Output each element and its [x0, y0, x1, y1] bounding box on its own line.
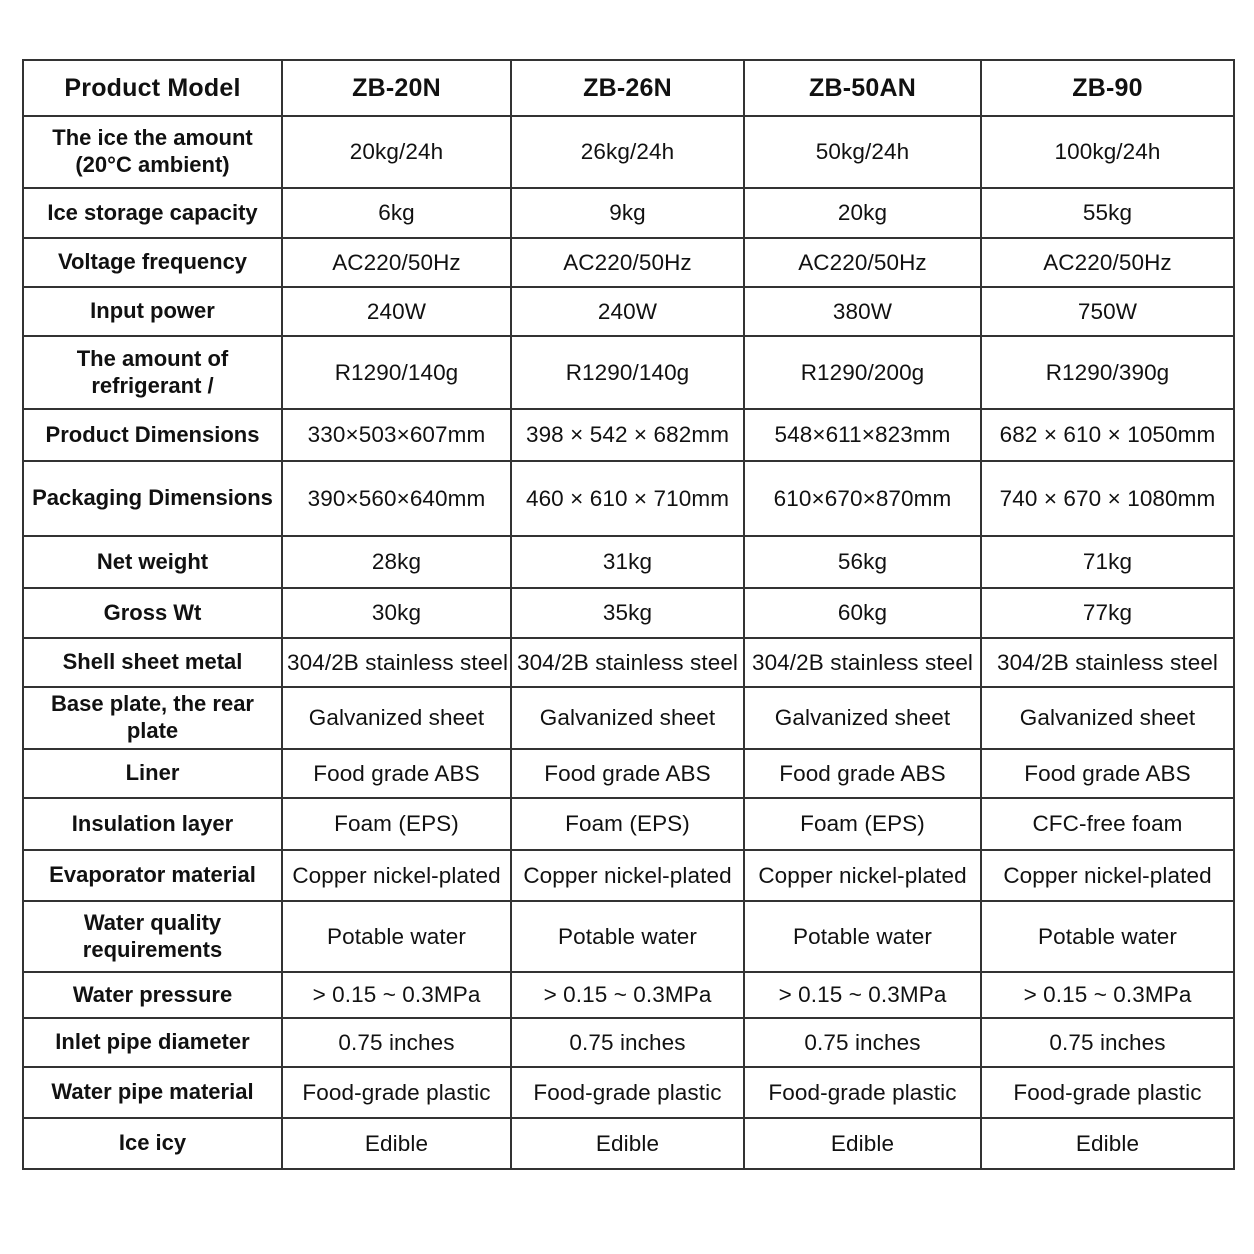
table-cell: Potable water — [981, 901, 1234, 972]
table-cell: 0.75 inches — [282, 1018, 511, 1067]
table-row — [23, 409, 1234, 461]
table-row — [23, 850, 1234, 901]
table-cell: 30kg — [282, 588, 511, 638]
table-cell: 740 × 670 × 1080mm — [981, 461, 1234, 536]
table-cell: 20kg/24h — [282, 116, 511, 188]
table-cell: 750W — [981, 287, 1234, 336]
table-cell: 9kg — [511, 188, 744, 238]
table-cell: Food-grade plastic — [744, 1067, 981, 1118]
table-cell: 0.75 inches — [981, 1018, 1234, 1067]
table-cell: 548×611×823mm — [744, 409, 981, 461]
table-cell: > 0.15 ~ 0.3MPa — [744, 972, 981, 1018]
table-cell: 304/2B stainless steel — [744, 638, 981, 687]
table-cell: Galvanized sheet — [511, 687, 744, 749]
row-label: Water pipe material — [23, 1067, 282, 1118]
table-cell: 35kg — [511, 588, 744, 638]
table-cell: 77kg — [981, 588, 1234, 638]
table-cell: > 0.15 ~ 0.3MPa — [511, 972, 744, 1018]
table-cell: Food grade ABS — [981, 749, 1234, 798]
table-row — [23, 116, 1234, 188]
table-cell: 330×503×607mm — [282, 409, 511, 461]
table-cell: Copper nickel-plated — [282, 850, 511, 901]
table-cell: Food-grade plastic — [282, 1067, 511, 1118]
table-cell: R1290/200g — [744, 336, 981, 409]
table-row — [23, 1018, 1234, 1067]
table-row — [23, 238, 1234, 287]
header-model-zb-20n: ZB-20N — [282, 60, 511, 116]
table-cell: 398 × 542 × 682mm — [511, 409, 744, 461]
table-cell: 31kg — [511, 536, 744, 588]
row-label: Water quality requirements — [23, 901, 282, 972]
table-cell: 71kg — [981, 536, 1234, 588]
table-cell: 20kg — [744, 188, 981, 238]
table-cell: Food grade ABS — [282, 749, 511, 798]
table-row — [23, 336, 1234, 409]
table-cell: Copper nickel-plated — [981, 850, 1234, 901]
table-cell: 610×670×870mm — [744, 461, 981, 536]
table-cell: 240W — [282, 287, 511, 336]
table-cell: Galvanized sheet — [981, 687, 1234, 749]
table-cell: Edible — [282, 1118, 511, 1169]
table-cell: R1290/140g — [511, 336, 744, 409]
header-row — [23, 60, 1234, 116]
table-row — [23, 1067, 1234, 1118]
table-row — [23, 287, 1234, 336]
table-row — [23, 749, 1234, 798]
header-model-zb-50an: ZB-50AN — [744, 60, 981, 116]
table-cell: Food-grade plastic — [981, 1067, 1234, 1118]
table-cell: AC220/50Hz — [981, 238, 1234, 287]
row-label: Voltage frequency — [23, 238, 282, 287]
table-cell: Potable water — [744, 901, 981, 972]
table-cell: > 0.15 ~ 0.3MPa — [981, 972, 1234, 1018]
row-label: Ice icy — [23, 1118, 282, 1169]
table-cell: Food grade ABS — [511, 749, 744, 798]
table-cell: Foam (EPS) — [282, 798, 511, 850]
row-label: Product Dimensions — [23, 409, 282, 461]
table-cell: 55kg — [981, 188, 1234, 238]
table-cell: Edible — [511, 1118, 744, 1169]
spec-table — [22, 59, 1235, 1170]
table-cell: 0.75 inches — [511, 1018, 744, 1067]
table-row — [23, 536, 1234, 588]
table-row — [23, 798, 1234, 850]
table-cell: 682 × 610 × 1050mm — [981, 409, 1234, 461]
table-cell: CFC-free foam — [981, 798, 1234, 850]
table-cell: 304/2B stainless steel — [981, 638, 1234, 687]
table-cell: AC220/50Hz — [744, 238, 981, 287]
row-label: Liner — [23, 749, 282, 798]
table-row — [23, 188, 1234, 238]
table-cell: Food-grade plastic — [511, 1067, 744, 1118]
row-label: Ice storage capacity — [23, 188, 282, 238]
table-cell: R1290/140g — [282, 336, 511, 409]
table-cell: 60kg — [744, 588, 981, 638]
row-label: The ice the amount (20°C ambient) — [23, 116, 282, 188]
table-row — [23, 461, 1234, 536]
table-cell: Copper nickel-plated — [744, 850, 981, 901]
table-cell: Potable water — [511, 901, 744, 972]
table-cell: 6kg — [282, 188, 511, 238]
table-cell: Edible — [744, 1118, 981, 1169]
table-cell: 304/2B stainless steel — [511, 638, 744, 687]
table-cell: 0.75 inches — [744, 1018, 981, 1067]
row-label: Evaporator material — [23, 850, 282, 901]
table-cell: 26kg/24h — [511, 116, 744, 188]
table-row — [23, 687, 1234, 749]
row-label: Gross Wt — [23, 588, 282, 638]
table-cell: AC220/50Hz — [282, 238, 511, 287]
table-cell: Food grade ABS — [744, 749, 981, 798]
table-row — [23, 638, 1234, 687]
table-cell: 240W — [511, 287, 744, 336]
table-cell: R1290/390g — [981, 336, 1234, 409]
table-cell: Galvanized sheet — [282, 687, 511, 749]
row-label: Packaging Dimensions — [23, 461, 282, 536]
table-cell: Edible — [981, 1118, 1234, 1169]
table-cell: 50kg/24h — [744, 116, 981, 188]
table-cell: Foam (EPS) — [511, 798, 744, 850]
table-cell: 460 × 610 × 710mm — [511, 461, 744, 536]
table-cell: 56kg — [744, 536, 981, 588]
row-label: Water pressure — [23, 972, 282, 1018]
row-label: Insulation layer — [23, 798, 282, 850]
row-label: Shell sheet metal — [23, 638, 282, 687]
table-row — [23, 972, 1234, 1018]
table-cell: Foam (EPS) — [744, 798, 981, 850]
table-cell: Potable water — [282, 901, 511, 972]
row-label: The amount of refrigerant / — [23, 336, 282, 409]
spec-table-container — [22, 59, 1233, 1168]
table-cell: Copper nickel-plated — [511, 850, 744, 901]
table-cell: 28kg — [282, 536, 511, 588]
row-label: Net weight — [23, 536, 282, 588]
table-cell: 380W — [744, 287, 981, 336]
row-label: Base plate, the rear plate — [23, 687, 282, 749]
table-row — [23, 901, 1234, 972]
table-row — [23, 1118, 1234, 1169]
table-cell: 304/2B stainless steel — [282, 638, 511, 687]
row-label: Inlet pipe diameter — [23, 1018, 282, 1067]
table-cell: Galvanized sheet — [744, 687, 981, 749]
table-cell: AC220/50Hz — [511, 238, 744, 287]
header-model-zb-26n: ZB-26N — [511, 60, 744, 116]
table-cell: 390×560×640mm — [282, 461, 511, 536]
table-row — [23, 588, 1234, 638]
row-label: Input power — [23, 287, 282, 336]
header-model-zb-90: ZB-90 — [981, 60, 1234, 116]
header-product-model: Product Model — [23, 60, 282, 116]
table-cell: 100kg/24h — [981, 116, 1234, 188]
table-cell: > 0.15 ~ 0.3MPa — [282, 972, 511, 1018]
